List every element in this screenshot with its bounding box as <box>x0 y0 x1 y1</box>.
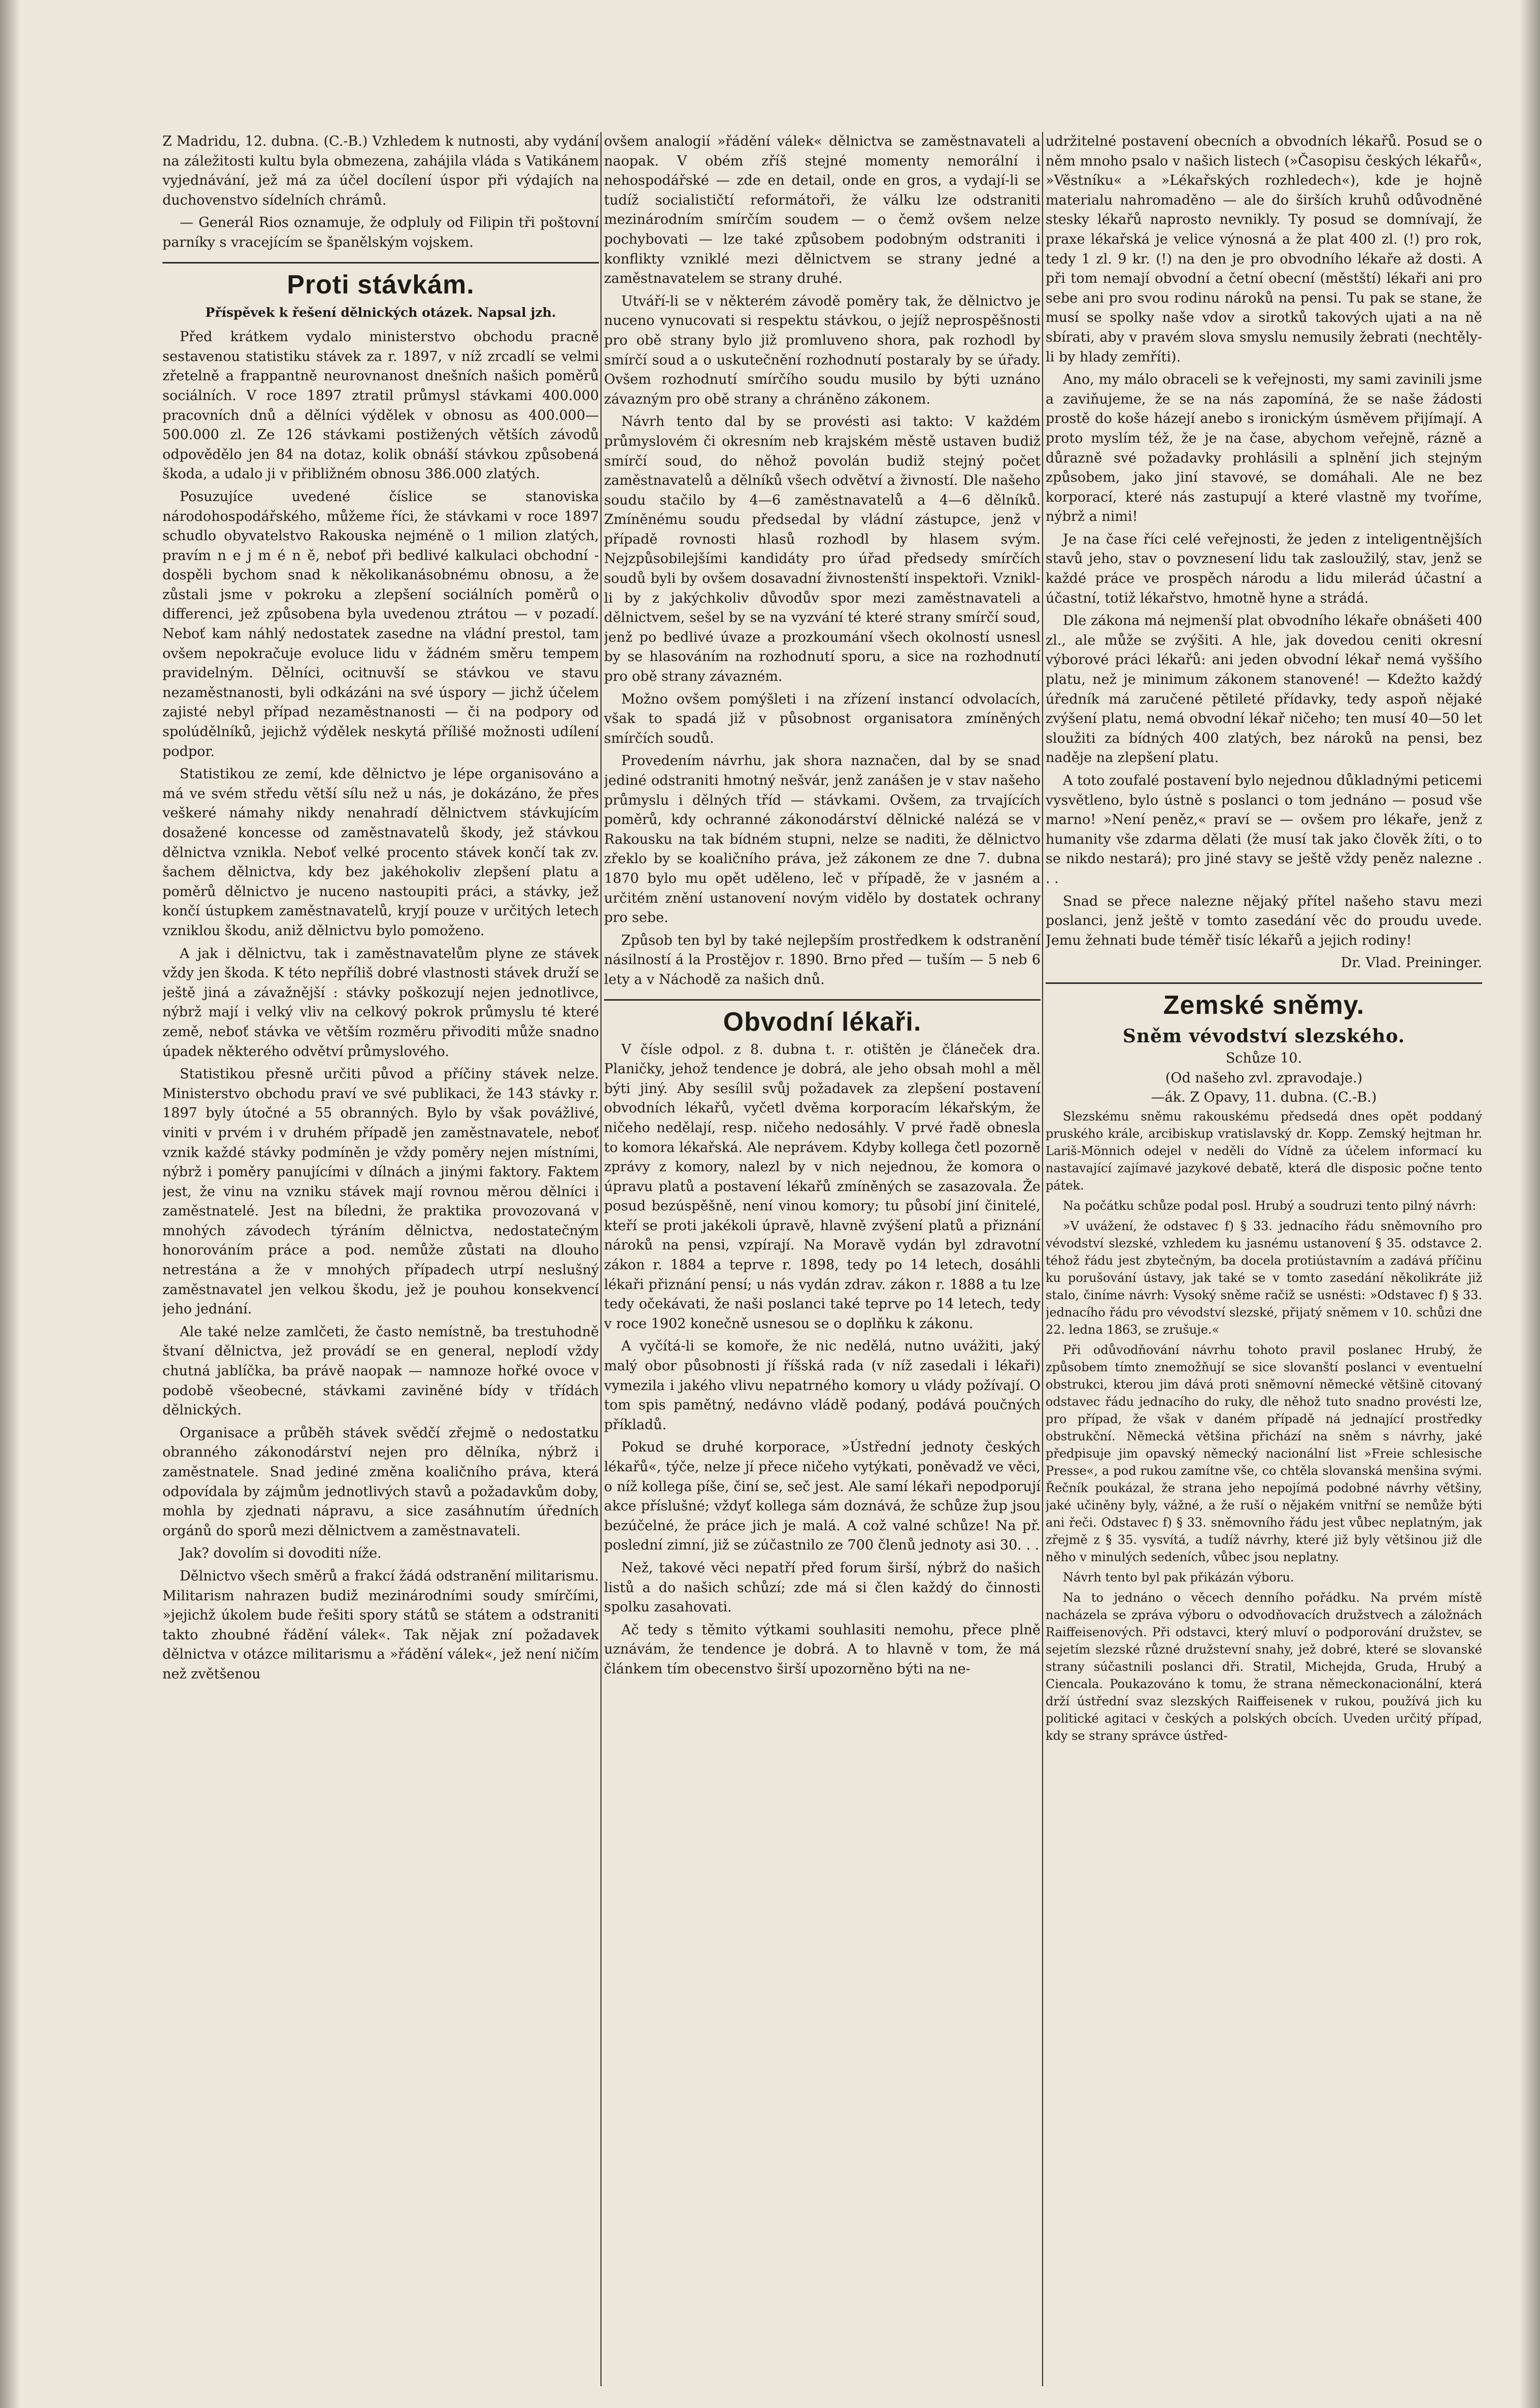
dateline: —ák. Z Opavy, 11. dubna. (C.-B.) <box>1151 1090 1377 1106</box>
column-3 <box>1046 132 1482 2386</box>
scan-edge-left <box>0 0 20 2408</box>
section-divider <box>162 262 599 263</box>
paragraph: Ano, my málo obraceli se k veřejnosti, my sami zavinili jsme a zaviňujeme, že se na nás zapomíná, že se naše žádosti prostě do koše házejí anebo s ironickým úsměvem přijímají. A proto myslím též, že je na čase, abychom veřejně, rázně a důrazně své požadavky prohlásili a splnění jich stejným způsobem, jako jiní stavové, se domáhali. Ale ne bez korporací, které nás zastupují a které vlastně my tvoříme, nýbrž a nimi! <box>1046 372 1482 525</box>
snem-report <box>1046 1108 1482 1744</box>
paragraph: Dle zákona má nejmenší plat obvodního lékaře obnášeti 400 zl., ale může se zvýšiti. A hle, jak dovedou ceniti okresní výborové práci lékařů: ani jeden obvodní lékař nemá vyššího platu, než je minimum zákonem stanovené! — Kdežto každý úředník má zaručené pětileté přídavky, tedy aspoň nějaké zvýšení platu, nemá obvodní lékař ničeho; ten musí 40—50 let sloužiti za bídných 400 zlatých, bez nároků na pensi, bez naděje na zlepšení platu. <box>1046 613 1482 766</box>
paragraph: ovšem analogií »řádění válek« dělnictva se zaměstnavateli a naopak. V obém zříš stejné momenty nemorální i nehospodářské — zde en detail, onde en gros, a vydají-li se tudíž socialističtí reformátoři, že válku lze odstraniti mezinárodním smírčím soudem — o čemž ovšem nelze pochybovati — lze také způsobem podobným odstraniti i konflikty vzniklé mezi dělnictvem se strany jedné a zaměstnavatelem se strany druhé. <box>604 134 1041 287</box>
paragraph: Před krátkem vydalo ministerstvo obchodu pracně sestavenou statistiku stávek za r. 1897, v níž zrcadlí se velmi zřetelně a frappantně neurovnanost dnešních našich poměrů sociálních. V roce 1897 ztratil průmysl stávkami 400.000 pracovních dnů a dělníci výdělek v obnosu as 400.000—500.000 zl. Ze 126 stávkami postižených větších závodů odpovědělo jen 84 na dotaz, kolik obnáší stávkou způsobená škoda, a udalo ji v přibližném obnosu 386.000 zlatých. <box>162 329 599 482</box>
paragraph: Ač tedy s těmito výtkami souhlasiti nemohu, přece plně uznávám, že tendence je dobrá. A to hlavně v tom, že má článkem tím obecenstvo širší upozorněno býti na ne- <box>604 1622 1041 1677</box>
author-signature: Dr. Vlad. Preininger. <box>1341 955 1482 971</box>
paragraph: udržitelné postavení obecních a obvodních lékařů. Posud se o něm mnoho psalo v našich listech (»Časopisu českých lékařů«, »Věstníku« a »Lékařských rozhledech«), kde je hojně materialu nahromaděno — ale do širších kruhů odůvodněné stesky lékařů naprosto nevnikly. Ty posud se domnívají, že praxe lékařská je velice výnosná a že plat 400 zl. (!) pro rok, tedy 1 zl. 9 kr. (!) na den je pro obvodního lékaře až dosti. A při tom nemají obvodní a četní obecní (městští) lékaři ani pro sebe ani pro svou rodinu nároků na pensi. Tu pak se stane, že musí se spolky naše vdov a sirotků takových ujati a na ně sbírati, aby v pravém slova smyslu nemusily žebrati (nechtěly-li by hlady zemříti). <box>1046 134 1482 365</box>
paragraph: Statistikou ze zemí, kde dělnictvo je lépe organisováno a má ve svém středu větší sílu než u nás, je dokázáno, že přes veškeré námahy nikdy nenahradí dělnictvem stávkujícím dosažené koncesse od zaměstnavatelů škody, jež stávkou dělnictva vznikla. Neboť velké procento stávek končí tak zv. šachem dělnictva, kdy bez jakéhokoliv zlepšení platu a poměrů dělnictvo je nuceno nastoupiti práci, a stávky, jež končí ústupkem zaměstnavatelů, kryjí pouze v určitých letech vzniklou škodu, aniž dělnictvu bylo pomoženo. <box>162 766 599 939</box>
paragraph: A jak i dělnictvu, tak i zaměstnavatelům plyne ze stávek vždy jen škoda. K této nepříliš dobré vlastnosti stávek druží se ještě jiná a závažnější : stávky poškozují nejen jednotlivce, nýbrž mají i velký vliv na celkový pokrok průmyslu té které země, neboť stávka ve větším rozměru přivoditi může snadno úpadek některého odvětví průmyslového. <box>162 945 599 1060</box>
article-title-proti-stavkam: Proti stávkám. <box>287 270 475 300</box>
paragraph: Snad se přece nalezne nějaký přítel našeho stavu mezi poslanci, jenž ještě v tomto zasedání věc do proudu uvede. Jemu žehnati bude téměř tisíc lékařů a jejich rodiny! <box>1046 893 1482 948</box>
paragraph: Provedením návrhu, jak shora naznačen, dal by se snad jediné odstraniti hmotný nešvár, jenž zanášen je v stav našeho průmyslu i dělných tříd — stávkami. Ovšem, za trvajících poměrů, kdy ochranné zákonodárství dělnické nalézá se v Rakousku na tak bídném stupni, nelze se naditi, že dělnictvo zřeklo by se koaličního práva, jež zákonem ze dne 7. dubna 1870 bylo mu opět uděleno, leč v případě, že v jasném a určitém znění ustanovení novým vidělo by dostatek ochrany pro sebe. <box>604 753 1041 926</box>
paragraph: Návrh tento byl pak přikázán výboru. <box>1063 1570 1294 1585</box>
paragraph: A toto zoufalé postavení bylo nejednou důkladnými peticemi vysvětleno, bylo ústně s poslanci o tom jednáno — posud vše marno! »Není peněz,« praví se — ovšem pro lékaře, jenž z humanity vše zdarma dělati (že musí tak jako člověk žíti, o to se nikdo nestará); pro jiné stavy se ještě vždy peněz nalezne . . . <box>1046 773 1482 886</box>
paragraph: »V uvážení, že odstavec f) § 33. jednacího řádu sněmovního pro vévodství slezské, vzhledem ku jasnému ustanovení § 35. odstavce 2. téhož řádu jest zbytečným, ba docela protiústavním a zadává příčinu ku porušování ústavy, jak také se v tomto zasedání několikráte již stalo, činíme návrh: Vysoký sněme račiž se usnésti: »Odstavec f) § 33. jednacího řádu pro vévodství slezské, přijatý sněmem v 10. schůzi dne 22. ledna 1863, se zrušuje.« <box>1046 1218 1482 1337</box>
column-rule-2 <box>1042 132 1043 2386</box>
article-title-obvodni-lekari: Obvodní lékaři. <box>723 1007 922 1037</box>
news-rios: — Generál Rios oznamuje, že odpluly od Filipin tři poštovní parníky s vracejícím se španělským vojskem. <box>162 215 599 250</box>
column-rule-1 <box>600 132 601 2386</box>
paragraph: Způsob ten byl by také nejlepším prostředkem k odstranění násilností á la Prostějov r. 1890. Brno před — tuším — 5 neb 6 lety a v Náchodě za našich dnů. <box>604 932 1041 987</box>
paragraph: Na to jednáno o věcech denního pořádku. Na prvém místě nacházela se zpráva výboru o odvodňovacích družstvech a záložnách Raiffeisenových. Při odstavci, který mluví o podporování družstev, se sejetím slezské různé družstevní snahy, jež dobré, které se slovanské strany súčastnili poslanci dři. Stratil, Michejda, Gruda, Hrubý a Ciencala. Poukazováno k tomu, že strana německonacionální, která drží ústřední svaz slezských Raiffeisenek v rukou, používá jich ku politické agitaci v českých a polských obcích. Uveden určitý případ, kdy se strany správce ústřed- <box>1046 1590 1482 1743</box>
paragraph: A vyčítá-li se komoře, že nic nedělá, nutno uvážiti, jaký malý obor působnosti jí říšská rada (v níž zasedali i lékaři) vymezila i jakého vlivu nepatrného komory u vlády požívají. O tom spis pamětný, nedávno vládě podaný, podává poučných příkladů. <box>604 1338 1041 1433</box>
paragraph: Jak? dovolím si dovoditi níže. <box>180 1545 382 1562</box>
paragraph: Je na čase říci celé veřejnosti, že jeden z inteligentnějších stavů jeho, stav o povznesení lidu tak zasloužilý, stav, jenž se každé práce ve prospěch národu a lidu milerád účastní a účastní, totiž lékařstvo, hmotně hyne a strádá. <box>1046 531 1482 606</box>
paragraph: Než, takové věci nepatří před forum širší, nýbrž do našich listů a do našich schůzí; zde má si člen každý do činnosti spolku zasahovati. <box>604 1560 1041 1615</box>
paragraph: Při odůvodňování návrhu tohoto pravil poslanec Hrubý, že způsobem tímto znemožňují se sice slovanští poslanci v eventuelní obstrukci, kterou jim dává proti sněmovní německé většině citovaný odstavec řádu jednacího do ruky, dle něhož tuto snadno provésti lze, pro případ, že však v daném případě ná jednající prostředky obstrukční. Německá většina přichází na sněm s návrhy, jaké předpisuje jim opavský německý nacionální list »Freie schlesische Presse«, a pod rukou zamítne vše, co chtěla slovanská menšina svými. Řečník poukázal, že strana jeho nepojímá podobné návrhy většiny, jaké učiněny byly, vážné, a že ruší o nějakém vnitřní se nemůže býti ani řeči. Odstavec f) § 33. sněmovního řádu jest vůbec neplatným, jak zřejmě z § 35. vysvítá, a tudíž návrhy, které již byly většinou již dle něho v minulých sedeních, vůbec jsou neplatny. <box>1046 1342 1482 1564</box>
scan-edge-right <box>1520 0 1540 2408</box>
column-2 <box>604 132 1041 2386</box>
paragraph: Posuzujíce uvedené číslice se stanoviska národohospodářského, můžeme říci, že stávkami v roce 1897 schudlo obyvatelstvo Rakouska nejméně o 1 milion zlatých, pravím n e j m é n ě, neboť při bedlivé kalkulaci obchodní -dospěli bychom snad k několikanásobnému obnosu, a že zůstali jsme v pokroku a zlepšení sociálních poměrů o differenci, jež způsobena byla uvedenou ztrátou — v pozadí. Neboť kam náhlý nedostatek zasedne na vládní prestol, tam ovšem nepokračuje evoluce lidu v žádném směru tempem pravidelným. Dělníci, ocitnuvší se stávkou ve stavu nezaměstnanosti, byli odkázáni na své úspory — jichž účelem zajisté nebyl případ nezaměstnanosti — či na podpory od spolúdělníků, jejichž výdělek neskytá přílišé možnosti udílení podpor. <box>162 488 599 760</box>
correspondent-note: (Od našeho zvl. zpravodaje.) <box>1165 1070 1363 1086</box>
section-title-zemske-snemy: Zemské sněmy. <box>1163 990 1365 1020</box>
paragraph: Statistikou přesně určiti původ a příčiny stávek nelze. Ministerstvo obchodu praví ve své publikaci, že 143 stávky r. 1897 byly útočné a 55 obranných. Bylo by však povážlivé, viniti v prvém i v druhém případě jen zaměstnavatele, neboť vznik každé stávky podmíněn je vždy poměry nejen místními, nýbrž i poměry panujícími v dílnách a jinými faktory. Faktem jest, že vinu na vzniku stávek mají rovnou měrou dělníci i zaměstnatelé. Jest na bíledni, že praktika provozovaná v mnohých závodech týráním dělnictva, nedostatečným honorováním práce a pod. nemůže zůstati na dlouho netrestána a že v mnohých případech utrpí neslušný zaměstnavatel jen velkou škodu, jež je pouhou konsekvencí jeho jednání. <box>162 1066 599 1317</box>
news-madrid: Z Madridu, 12. dubna. (C.-B.) Vzhledem k nutnosti, aby vydání na záležitosti kultu byla obmezena, zahájila vláda s Vatikánem vyjednávání, jež má za účel docílení úspor při výdajích na duchovenstvo sídelních chrámů. <box>162 134 599 208</box>
paragraph: Pokud se druhé korporace, »Ústřední jednoty českých lékařů«, týče, nelze jí přece ničeho vytýkati, poněvadž ve věci, o níž kollega píše, činí se, seč jest. Ale samí lékaři nepodporují akce příslušné; vždyť kollega sám doznává, že schůze žup jsou bezúčelné, že práce jich je malá. A což valné schůze! Na př. poslední zimní, již se zúčastnilo ze 700 členů jednoty asi 30. . . <box>604 1439 1041 1554</box>
paragraph: Na počátku schůze podal posl. Hrubý a soudruzi tento pilný návrh: <box>1063 1198 1477 1213</box>
paragraph: Dělnictvo všech směrů a frakcí žádá odstranění militarismu. Militarism nahrazen budiž mezinárodními soudy smírčími, »jejichž úkolem bude řešiti spory států se státem a odstraniti takto zhoubné řádění válek«. Tak nějak zní požadavek dělnictva v otázce militarismu a »řádění válek«, jež není ničím než zvětšenou <box>162 1568 599 1682</box>
article-title-snem-slezsky: Sněm vévodství slezského. <box>1122 1025 1405 1047</box>
section-divider <box>1046 982 1482 984</box>
paragraph: Utváří-li se v některém závodě poměry tak, že dělnictvo je nuceno vynucovati si respektu stávkou, o jejíž neprospěšnosti pro obě strany bylo již promluveno shora, pak rozhodl by smírčí soud a o uskutečnění rozhodnutí postaraly by se úřady. Ovšem rozhodnutí smírčího soudu musilo by býti uznáno závazným pro obě strany a chráněno zákonem. <box>604 293 1041 407</box>
paragraph: Slezskému sněmu rakouskému předsedá dnes opět poddaný pruského krále, arcibiskup vratislavský dr. Kopp. Zemský hejtman hr. Lariš-Mönnich odejel v neděli do Vídně za účelem informací ku nastavající zajímavé jazykové debatě, která dle disposic počne tento pátek. <box>1046 1109 1482 1193</box>
paragraph: Organisace a průběh stávek svědčí zřejmě o nedostatku obranného zákonodárství nejen pro dělníka, nýbrž i zaměstnatele. Snad jediné změna koaličního práva, která odpovídala by zájmům jednotlivých stavů a požadavkům doby, mohla by zjednati nápravu, a sice zasáhnutím úředních orgánů do sporů mezi dělnictvem a zaměstnavateli. <box>162 1425 599 1539</box>
column-1 <box>162 132 599 2386</box>
paragraph: V čísle odpol. z 8. dubna t. r. otištěn je článeček dra. Planičky, jehož tendence je dobrá, ale jeho obsah mohl a měl býti jiný. Aby sesílil svůj požadavek za zlepšení postavení obvodních lékařů, vyčetl dvěma korporacím lékařským, že ničeho nedělají, resp. ničeho nedosáhly. V prvé řadě obnesla to komora lékařská. Ale neprávem. Kdyby kollega četl pozorně zprávy z komory, nalezl by v nich nejednou, že komora o úpravu platů a postavení lékařů zmíněných se zasazovala. Že posud bezúspěšně, není vinou komory; tu působí jiní činitelé, kteří se proti jakékoli úpravě, hlavně zvýšení platů a přiznání nároků na pensi, vzpírají. Na Moravě vydán byl zdravotní zákon r. 1884 a teprve r. 1898, tedy po 14 letech, dosáhli lékaři přiznání pensí; u nás vydán zdrav. zákon r. 1888 a tu lze tedy očekávati, že naši poslanci také teprve po 14 letech, tedy v roce 1902 konečně usnesou se o doplňku k zákonu. <box>604 1041 1041 1332</box>
paragraph: Ale také nelze zamlčeti, že často nemístně, ba trestuhodně štvaní dělnictva, jež provádí se en general, neplodí vždy chutná jablíčka, ba právě naopak — namnoze hořké ovoce v podobě všeobecné, stávkami zaviněné bídy v třídách dělnických. <box>162 1324 599 1419</box>
paragraph: Možno ovšem pomýšleti i na zřízení instancí odvolacích, však to spadá již v působnost organisatora zmíněných smírčích soudů. <box>604 691 1041 746</box>
article-subtitle: Příspěvek k řešení dělnických otázek. Napsal jzh. <box>205 305 556 320</box>
paragraph: Návrh tento dal by se provésti asi takto: V každém průmyslovém či okresním neb krajském městě ustaven budiž smírčí soud, do něhož povolán budiž stejný počet zaměstnavatelů a dělníků všech odvětví a živností. Dle našeho soudu stačilo by 4—6 zaměstnavatelů a 4—6 dělníků. Zmíněnému soudu předsedal by vládní zástupce, jenž v případě rovnosti hlasů rozhodl by hlasem svým. Nejzpůsobilejšími kandidáty pro úřad předsedy smírčích soudů byli by ovšem dosavadní živnostenští inspektoři. Vznikl-li by z jakýchkoliv důvodův spor mezi zaměstnavateli a dělnictvem, sešel by se na vyzvání té které strany smírčí soud, jenž po bedlivé úvaze a prozkoumání všech okolností usnesl by se hlasováním na rozhodnutí sporu, a sice na rozhodnutí pro obě strany závazném. <box>604 414 1041 685</box>
session-label: Schůze 10. <box>1225 1050 1302 1066</box>
section-divider <box>604 999 1041 1001</box>
